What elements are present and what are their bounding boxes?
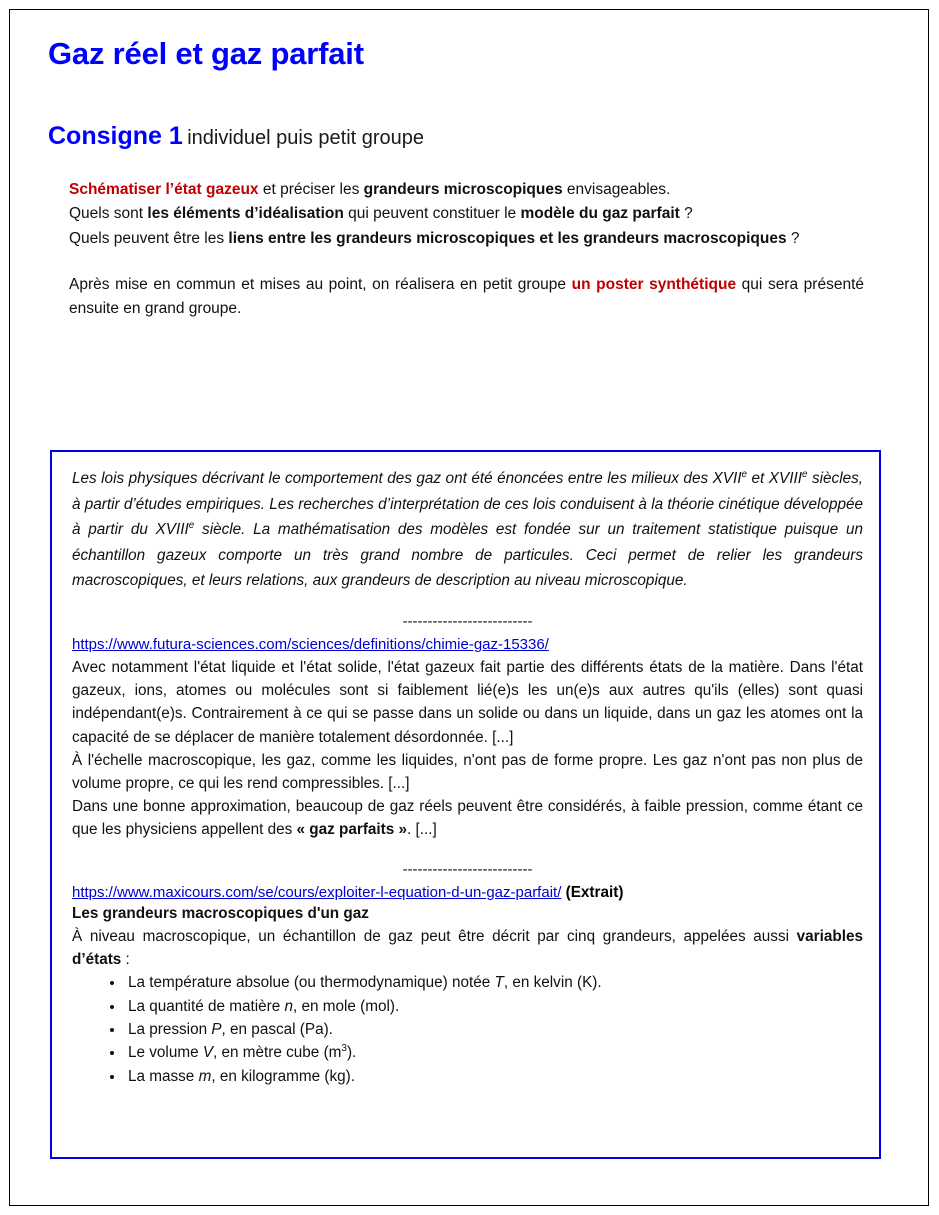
page-title: Gaz réel et gaz parfait <box>48 36 364 71</box>
instruction-bold-1: grandeurs microscopiques <box>363 181 563 198</box>
source-2-heading: Les grandeurs macroscopiques d'un gaz <box>72 904 369 922</box>
source-2-intro <box>72 925 863 971</box>
source-2-extrait-label: (Extrait) <box>561 883 624 901</box>
variable-description: La température absolue (ou thermodynamique) notée <box>128 974 495 992</box>
source-1-text: Dans une bonne approximation, beaucoup de gaz réels peuvent être considérés, à faible pression, comme étant ce que les physiciens appellent des <box>72 798 863 839</box>
instruction-line-2 <box>69 202 864 226</box>
instruction-paragraph-2 <box>69 273 864 322</box>
source-2-block <box>72 884 863 1089</box>
ordinal-superscript-3: e <box>188 520 195 532</box>
source-1-block <box>72 636 863 842</box>
source-2-link[interactable]: https://www.maxicours.com/se/cours/exploiter-l-equation-d-un-gaz-parfait/ <box>72 883 562 901</box>
instruction-text-end: envisageables. <box>562 181 671 198</box>
source-2-link-line <box>72 884 863 902</box>
source-1-link[interactable]: https://www.futura-sciences.com/sciences/definitions/chimie-gaz-15336/ <box>72 635 549 653</box>
variable-unit: , en kelvin (K). <box>503 974 602 992</box>
separator-1: -------------------------- <box>402 612 533 630</box>
list-item <box>110 995 863 1018</box>
variable-description: Le volume <box>128 1044 203 1062</box>
ordinal-superscript-1: e <box>741 468 748 480</box>
source-1-paragraph-2: À l'échelle macroscopique, les gaz, comme les liquides, n'ont pas de forme propre. Les gaz n'ont pas non plus de volume propre, ce qui les rend compressibles. [...] <box>72 751 863 792</box>
variable-unit: , en kilogramme (kg). <box>211 1067 355 1085</box>
instruction-bold-3: modèle du gaz parfait <box>520 205 680 223</box>
variable-symbol: V <box>202 1044 214 1062</box>
instruction-line-3 <box>69 227 864 251</box>
variable-symbol: n <box>284 997 293 1015</box>
resources-box-content <box>72 466 863 1088</box>
instruction-text: Quels sont <box>69 205 148 223</box>
list-item <box>110 1065 863 1088</box>
instruction-text: ? <box>786 229 800 247</box>
source-2-text: À niveau macroscopique, un échantillon de gaz peut être décrit par cinq grandeurs, appelées aussi <box>72 927 797 945</box>
instructions-block <box>69 178 864 321</box>
section-subheading: individuel puis petit groupe <box>187 127 425 149</box>
list-item <box>110 1041 863 1064</box>
separator-2: -------------------------- <box>402 860 533 878</box>
source-1-paragraph-1: Avec notamment l'état liquide et l'état solide, l'état gazeux fait partie des différents états de la matière. Dans l'état gazeux, ions, atomes ou molécules sont si faiblement lié(e)s les un(e)s aux autres qu'ils (elles) sont quasi indépendant(e)s. Contrairement à ce qui se passe dans un solide ou dans un liquide, dans un gaz les atomes ont la capacité de se déplacer de manière totalement désordonnée. [...] <box>72 658 863 746</box>
instruction-text: et préciser les <box>258 181 364 198</box>
variable-symbol: T <box>494 974 504 992</box>
section-heading-line <box>48 122 424 151</box>
list-item <box>110 971 863 994</box>
source-2-text-end: : <box>121 951 130 968</box>
variable-description: La pression <box>128 1021 212 1039</box>
variable-description: La quantité de matière <box>128 997 285 1015</box>
unit-exponent: 3 <box>341 1043 347 1055</box>
gaz-parfaits-bold: « gaz parfaits » <box>296 821 408 839</box>
variables-list <box>72 971 863 1088</box>
variable-unit: , en pascal (Pa). <box>221 1021 333 1039</box>
instruction-bold-2: les éléments d’idéalisation <box>147 205 344 223</box>
intro-text-1: Les lois physiques décrivant le comportement des gaz ont été énoncées entre les milieux des XVII <box>72 470 742 487</box>
variable-description: La masse <box>128 1067 199 1085</box>
variable-symbol: P <box>211 1021 222 1039</box>
list-item <box>110 1018 863 1041</box>
instruction-line-1 <box>69 178 864 202</box>
instruction-text: Après mise en commun et mises au point, on réalisera en petit groupe <box>69 275 572 293</box>
instruction-bold-4: liens entre les grandeurs microscopiques et les grandeurs macroscopiques <box>228 229 787 247</box>
instruction-red-emphasis: Schématiser l’état gazeux <box>69 181 259 198</box>
variable-unit: , en mole (mol). <box>293 997 400 1015</box>
intro-italic-paragraph <box>72 466 863 594</box>
variable-symbol: m <box>198 1067 212 1085</box>
section-heading: Consigne 1 <box>48 122 183 150</box>
instruction-text: ? <box>679 205 693 223</box>
poster-red-emphasis: un poster synthétique <box>571 275 737 293</box>
resources-box <box>50 450 881 1159</box>
variables-etats-bold: variables d’états <box>72 927 863 968</box>
variable-unit: , en mètre cube (m <box>213 1044 342 1062</box>
intro-text-4: siècle. La mathématisation des modèles est fondée sur un traitement statistique puisque un échantillon gazeux comporte un très grand nombre de particules. Ceci permet de relier les grandeurs macroscopiques, et leurs relations, aux grandeurs de description au niveau microscopique. <box>72 521 864 590</box>
source-1-paragraph-3 <box>72 795 863 841</box>
instruction-text: qui sera présenté ensuite en grand groupe. <box>69 275 865 318</box>
variable-unit-tail: ). <box>346 1044 357 1062</box>
intro-text-3: siècles, à partir d’études empiriques. Les recherches d’interprétation de ces lois conduisent à la théorie cinétique développée à partir du XVIII <box>72 470 864 539</box>
intro-text-2: et XVIII <box>747 470 802 487</box>
instruction-text: qui peuvent constituer le <box>343 205 521 223</box>
instruction-text: Quels peuvent être les <box>69 229 229 247</box>
source-1-text-end: . [...] <box>407 821 437 839</box>
ordinal-superscript-2: e <box>801 468 808 480</box>
